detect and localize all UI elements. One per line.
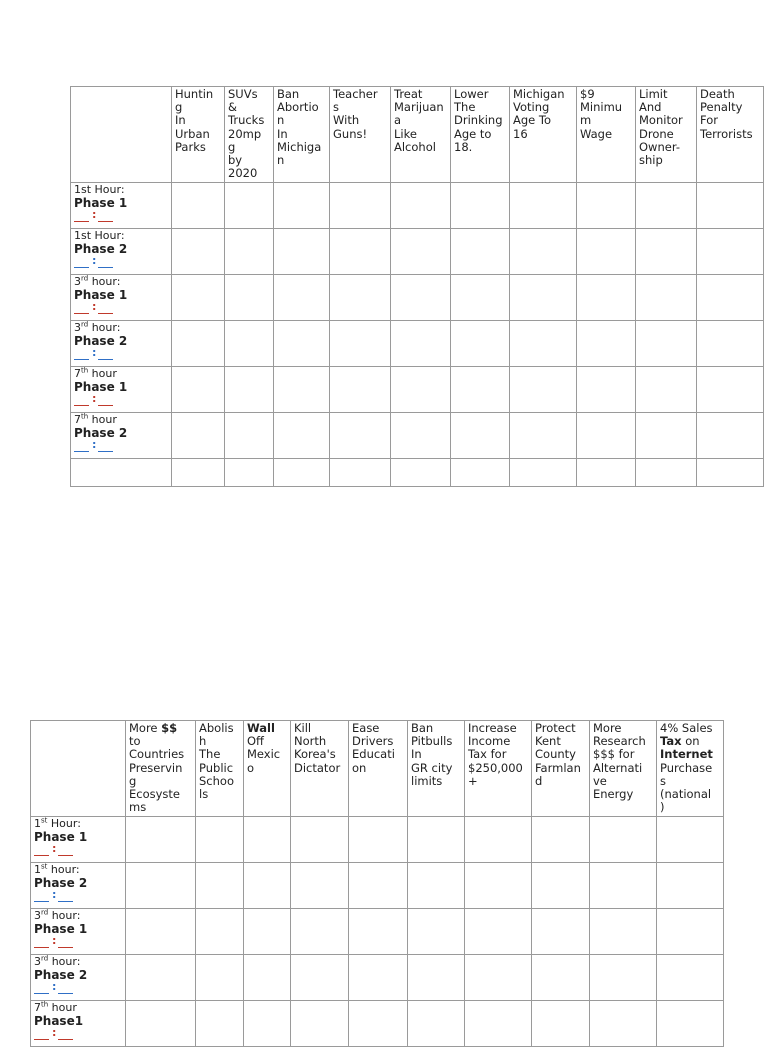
blank-line (34, 901, 49, 902)
row-hour-label (34, 956, 122, 968)
row-hour-text: hour (88, 367, 117, 380)
row-hour-label (34, 818, 122, 830)
vote-cell[interactable] (577, 413, 636, 459)
vote-cell[interactable] (330, 183, 391, 229)
row-phase-label: Phase 2 (74, 426, 128, 440)
row-hour-suffix: th (81, 366, 89, 375)
vote-cell[interactable] (636, 229, 697, 275)
row-label (31, 909, 126, 955)
vote-cell[interactable] (225, 321, 274, 367)
blank-line (98, 359, 113, 360)
vote-cell[interactable] (636, 367, 697, 413)
table-row (71, 367, 764, 413)
vote-cell[interactable] (291, 817, 349, 863)
column-header (532, 721, 590, 817)
blank-colon: : (92, 208, 97, 221)
vote-cell[interactable] (451, 229, 510, 275)
row-hour-number: 3 (74, 321, 81, 334)
row-hour-suffix: st (41, 816, 48, 825)
vote-cell[interactable] (510, 183, 577, 229)
vote-cell[interactable] (172, 367, 225, 413)
vote-cell[interactable] (465, 817, 532, 863)
vote-cell[interactable] (510, 367, 577, 413)
vote-cell[interactable] (697, 275, 764, 321)
column-header: Michigan Voting Age To 16 (510, 87, 577, 183)
vote-cell[interactable] (465, 909, 532, 955)
blank-line (34, 947, 49, 948)
vote-cell[interactable] (451, 275, 510, 321)
answer-blank (74, 302, 114, 314)
vote-cell[interactable] (244, 909, 291, 955)
row-hour-text: hour: (88, 321, 121, 334)
answer-blank (74, 210, 114, 222)
blank-line (98, 405, 113, 406)
vote-cell[interactable] (510, 321, 577, 367)
column-header: Lower The Drinking Age to 18. (451, 87, 510, 183)
blank-colon: : (52, 1026, 57, 1039)
answer-blank (34, 844, 74, 856)
row-hour-suffix: rd (41, 954, 49, 963)
row-hour-text: hour: (88, 275, 121, 288)
table-row (31, 817, 724, 863)
vote-cell[interactable] (408, 955, 465, 1001)
vote-cell[interactable] (126, 955, 196, 1001)
column-header: Death Penalty For Terrorists (697, 87, 764, 183)
column-header: Treat Marijuan a Like Alcohol (391, 87, 451, 183)
vote-cell[interactable] (510, 275, 577, 321)
vote-cell[interactable] (330, 275, 391, 321)
vote-cell[interactable] (330, 459, 391, 487)
vote-cell[interactable] (244, 863, 291, 909)
vote-cell[interactable] (330, 321, 391, 367)
row-hour-label: 1st Hour: (74, 229, 125, 242)
blank-line (34, 993, 49, 994)
blank-line (58, 1039, 73, 1040)
vote-cell[interactable] (391, 413, 451, 459)
vote-cell[interactable] (510, 229, 577, 275)
vote-cell[interactable] (225, 459, 274, 487)
row-phase-label: Phase 1 (34, 830, 88, 844)
row-hour-suffix: th (41, 1000, 49, 1009)
vote-cell[interactable] (408, 817, 465, 863)
vote-cell[interactable] (532, 909, 590, 955)
vote-cell[interactable] (636, 275, 697, 321)
row-label (71, 275, 172, 321)
vote-cell[interactable] (657, 817, 724, 863)
blank-colon: : (52, 980, 57, 993)
column-header (244, 721, 291, 817)
row-hour-suffix: th (81, 412, 89, 421)
column-header: Limit And Monitor Drone Owner- ship (636, 87, 697, 183)
blank-line (98, 313, 113, 314)
column-header: Teacher s With Guns! (330, 87, 391, 183)
row-label (31, 863, 126, 909)
row-phase-label: Phase 2 (34, 968, 88, 982)
vote-cell[interactable] (391, 459, 451, 487)
row-label (31, 955, 126, 1001)
vote-cell[interactable] (697, 459, 764, 487)
header-text: Internet (660, 747, 713, 762)
vote-cell[interactable] (291, 909, 349, 955)
table-row (71, 183, 764, 229)
header-text: Increase Income Tax for $250,000 + (468, 721, 523, 788)
vote-cell[interactable] (349, 909, 408, 955)
vote-cell[interactable] (590, 817, 657, 863)
answer-blank (74, 256, 114, 268)
vote-cell[interactable] (225, 367, 274, 413)
vote-cell[interactable] (697, 413, 764, 459)
vote-cell[interactable] (126, 863, 196, 909)
vote-cell[interactable] (196, 863, 244, 909)
vote-cell[interactable] (590, 909, 657, 955)
vote-cell[interactable] (636, 459, 697, 487)
row-hour-suffix: rd (81, 320, 89, 329)
row-hour-label (74, 322, 168, 334)
vote-cell[interactable] (577, 321, 636, 367)
column-header: Ban Abortio n In Michiga n (274, 87, 330, 183)
column-header (465, 721, 532, 817)
header-text: Ban Pitbulls In GR city limits (411, 721, 453, 788)
row-hour-suffix: st (41, 862, 48, 871)
row-hour-label (74, 414, 168, 426)
vote-cell[interactable] (126, 909, 196, 955)
vote-cell[interactable] (451, 321, 510, 367)
header-text: Abolis h The Public Schoo ls (199, 721, 234, 802)
column-header (408, 721, 465, 817)
row-hour-text: hour (48, 1001, 77, 1014)
answer-blank (74, 440, 114, 452)
row-hour-label (74, 276, 168, 288)
row-hour-text: hour: (47, 863, 80, 876)
column-header: $9 Minimu m Wage (577, 87, 636, 183)
vote-cell[interactable] (391, 367, 451, 413)
vote-cell[interactable] (577, 183, 636, 229)
blank-line (74, 405, 89, 406)
header-text: on (685, 734, 700, 749)
vote-cell[interactable] (391, 229, 451, 275)
vote-cell[interactable] (590, 955, 657, 1001)
blank-colon: : (92, 392, 97, 405)
row-hour-number: 1 (34, 863, 41, 876)
vote-cell[interactable] (196, 909, 244, 955)
vote-cell[interactable] (577, 275, 636, 321)
issues-table-1 (70, 86, 764, 487)
vote-cell[interactable] (274, 183, 330, 229)
answer-blank (34, 890, 74, 902)
vote-cell[interactable] (391, 183, 451, 229)
vote-cell[interactable] (577, 459, 636, 487)
row-hour-text: hour: (48, 909, 81, 922)
vote-cell[interactable] (532, 817, 590, 863)
column-header (126, 721, 196, 817)
vote-cell[interactable] (636, 183, 697, 229)
vote-cell[interactable] (349, 955, 408, 1001)
vote-cell[interactable] (172, 229, 225, 275)
header-text: 4% Sales (660, 721, 713, 735)
row-hour-number: 7 (74, 367, 81, 380)
vote-cell[interactable] (244, 817, 291, 863)
vote-cell[interactable] (577, 229, 636, 275)
table-row (71, 321, 764, 367)
blank-colon: : (92, 254, 97, 267)
row-phase-label: Phase 1 (74, 288, 128, 302)
table-row (31, 909, 724, 955)
column-header (349, 721, 408, 817)
column-header (657, 721, 724, 817)
blank-line (34, 1039, 49, 1040)
row-hour-number: 7 (74, 413, 81, 426)
vote-cell[interactable] (465, 863, 532, 909)
header-text: Tax (660, 734, 682, 749)
row-label (31, 817, 126, 863)
blank-colon: : (92, 346, 97, 359)
table-row (71, 275, 764, 321)
vote-cell[interactable] (636, 413, 697, 459)
row-hour-label (34, 864, 122, 876)
column-header (590, 721, 657, 817)
answer-blank (34, 1028, 74, 1040)
answer-blank (34, 982, 74, 994)
row-label (71, 459, 172, 487)
corner-cell (71, 87, 172, 183)
vote-cell[interactable] (697, 183, 764, 229)
vote-cell[interactable] (451, 183, 510, 229)
vote-cell[interactable] (577, 367, 636, 413)
row-phase-label: Phase 2 (74, 242, 128, 256)
row-hour-text: Hour: (47, 817, 81, 830)
row-phase-label: Phase 1 (74, 196, 128, 210)
vote-cell[interactable] (126, 817, 196, 863)
vote-cell[interactable] (510, 413, 577, 459)
row-hour-label (74, 368, 168, 380)
row-hour-text: hour (88, 413, 117, 426)
vote-cell[interactable] (330, 367, 391, 413)
table-header-row (71, 87, 764, 183)
vote-cell[interactable] (172, 413, 225, 459)
vote-cell[interactable] (532, 863, 590, 909)
row-hour-label: 1st Hour: (74, 183, 125, 196)
vote-cell[interactable] (196, 955, 244, 1001)
blank-line (58, 855, 73, 856)
header-text: Wall (247, 721, 275, 735)
vote-cell[interactable] (510, 459, 577, 487)
header-text: to Countries Preservin g Ecosyste ms (129, 734, 185, 815)
row-hour-suffix: rd (81, 274, 89, 283)
vote-cell[interactable] (291, 955, 349, 1001)
row-hour-number: 7 (34, 1001, 41, 1014)
row-label (71, 367, 172, 413)
row-label (71, 229, 172, 275)
vote-cell[interactable] (274, 367, 330, 413)
header-text: Ease Drivers Educati on (352, 721, 395, 775)
vote-cell[interactable] (274, 413, 330, 459)
vote-cell[interactable] (657, 955, 724, 1001)
vote-cell[interactable] (196, 817, 244, 863)
vote-cell[interactable] (330, 413, 391, 459)
row-phase-label: Phase 1 (74, 380, 128, 394)
vote-cell[interactable] (657, 909, 724, 955)
column-header: Huntin g In Urban Parks (172, 87, 225, 183)
header-text: Kill North Korea's Dictator (294, 721, 341, 775)
blank-line (98, 221, 113, 222)
header-text: More Research $$$ for Alternati ve Energy (593, 721, 646, 802)
vote-cell[interactable] (408, 863, 465, 909)
vote-cell[interactable] (697, 229, 764, 275)
blank-colon: : (52, 842, 57, 855)
vote-cell[interactable] (451, 367, 510, 413)
vote-cell[interactable] (274, 459, 330, 487)
blank-line (74, 267, 89, 268)
issues-table-2 (30, 720, 724, 1047)
vote-cell[interactable] (172, 275, 225, 321)
vote-cell[interactable] (465, 955, 532, 1001)
blank-line (74, 313, 89, 314)
vote-cell[interactable] (408, 909, 465, 955)
blank-colon: : (52, 934, 57, 947)
blank-colon: : (92, 438, 97, 451)
row-label (71, 183, 172, 229)
row-hour-number: 1 (34, 817, 41, 830)
blank-line (74, 359, 89, 360)
vote-cell[interactable] (532, 955, 590, 1001)
answer-blank (74, 394, 114, 406)
blank-line (98, 451, 113, 452)
vote-cell[interactable] (391, 321, 451, 367)
vote-cell[interactable] (172, 183, 225, 229)
blank-line (58, 947, 73, 948)
vote-cell[interactable] (349, 817, 408, 863)
row-label (71, 413, 172, 459)
table-header-row (31, 721, 724, 817)
row-hour-label (34, 910, 122, 922)
row-phase-label: Phase1 (34, 1014, 84, 1028)
vote-cell[interactable] (274, 275, 330, 321)
vote-cell[interactable] (330, 229, 391, 275)
row-hour-text: hour: (48, 955, 81, 968)
header-text: Protect Kent County Farmlan d (535, 721, 581, 788)
table-row (31, 955, 724, 1001)
row-hour-label (34, 1002, 122, 1014)
row-phase-label: Phase 2 (74, 334, 128, 348)
blank-line (74, 221, 89, 222)
vote-cell[interactable] (274, 321, 330, 367)
row-hour-number: 3 (74, 275, 81, 288)
answer-blank (74, 348, 114, 360)
row-label (71, 321, 172, 367)
vote-cell[interactable] (225, 275, 274, 321)
blank-colon: : (92, 300, 97, 313)
vote-cell[interactable] (225, 183, 274, 229)
blank-line (34, 855, 49, 856)
row-phase-label: Phase 1 (34, 922, 88, 936)
column-header (291, 721, 349, 817)
table-row (71, 459, 764, 487)
blank-line (58, 901, 73, 902)
vote-cell[interactable] (172, 459, 225, 487)
answer-blank (34, 936, 74, 948)
vote-cell[interactable] (225, 229, 274, 275)
blank-line (74, 451, 89, 452)
header-text: Purchase s (national ) (660, 760, 713, 815)
corner-cell (31, 721, 126, 817)
row-hour-suffix: rd (41, 908, 49, 917)
column-header: SUVs & Trucks 20mp g by 2020 (225, 87, 274, 183)
vote-cell[interactable] (697, 321, 764, 367)
vote-cell[interactable] (451, 459, 510, 487)
vote-cell[interactable] (244, 955, 291, 1001)
blank-line (98, 267, 113, 268)
row-hour-number: 3 (34, 909, 41, 922)
vote-cell[interactable] (636, 321, 697, 367)
header-text: Off Mexic o (247, 734, 281, 775)
vote-cell[interactable] (274, 229, 330, 275)
vote-cell[interactable] (225, 413, 274, 459)
blank-line (58, 993, 73, 994)
vote-cell[interactable] (349, 863, 408, 909)
header-text: More (129, 721, 162, 735)
header-text: $$ (161, 721, 178, 735)
row-phase-label: Phase 2 (34, 876, 88, 890)
column-header (196, 721, 244, 817)
row-hour-number: 3 (34, 955, 41, 968)
vote-cell[interactable] (697, 367, 764, 413)
vote-cell[interactable] (391, 275, 451, 321)
vote-cell[interactable] (291, 863, 349, 909)
blank-colon: : (52, 888, 57, 901)
vote-cell[interactable] (657, 863, 724, 909)
vote-cell[interactable] (172, 321, 225, 367)
vote-cell[interactable] (590, 863, 657, 909)
table-row (31, 863, 724, 909)
table-row (71, 229, 764, 275)
vote-cell[interactable] (451, 413, 510, 459)
table-row (71, 413, 764, 459)
